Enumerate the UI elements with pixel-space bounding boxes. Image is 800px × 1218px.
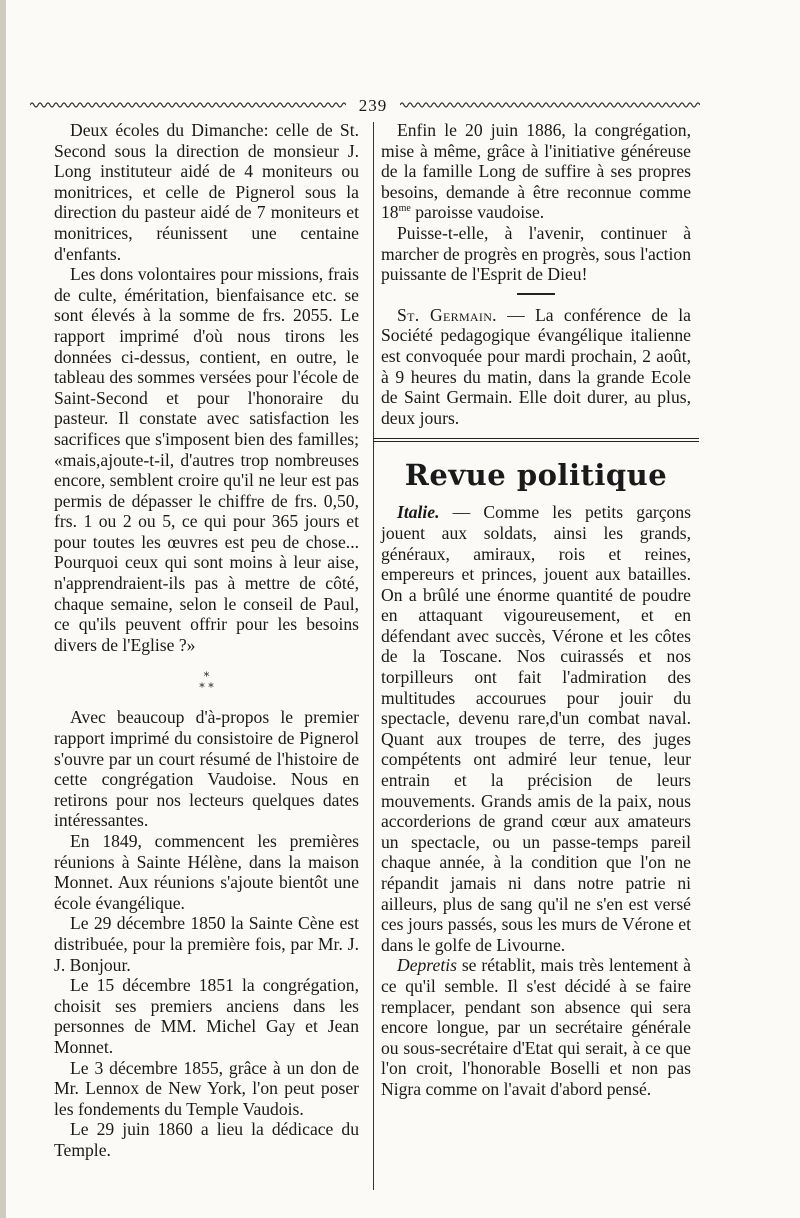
section-title-revue-politique: Revue politique <box>404 458 668 493</box>
header-rule-left <box>30 100 346 110</box>
paragraph-1860: Le 29 juin 1860 a lieu la dédicace du Temple. <box>54 1119 359 1160</box>
italie-lead: Italie. <box>397 502 440 523</box>
st-germain-body: — La conférence de la Société pedagogique évangélique italienne est convoquée pour mardi prochain, 2 août, à 9 heures du matin, dans la grande Ecole de Saint Germain. Elle doit durer, au plus, deux jours. <box>381 304 691 428</box>
right-column <box>381 120 691 1100</box>
header-rule-right <box>400 100 700 110</box>
column-divider <box>373 122 374 1190</box>
paragraph-consistory-report: Avec beaucoup d'à-propos le premier rapport imprimé du consistoire de Pignerol s'ouvre par un court résumé de l'histoire de cette congrégation Vaudoise. Nous en retirons pour nos lecteurs quelques dates intéressantes. <box>54 707 359 831</box>
page-number: 239 <box>358 96 388 115</box>
page-edge <box>0 0 6 1218</box>
asterism-separator <box>54 671 359 693</box>
paragraph-italie <box>381 502 691 955</box>
asterism-bottom: * * <box>199 681 214 695</box>
paragraph-1851: Le 15 décembre 1851 la congrégation, choisit ses premiers anciens dans les personnes de MM. Michel Gay et Jean Monnet. <box>54 975 359 1057</box>
paragraph-st-germain <box>381 305 691 429</box>
paragraph-blessing: Puisse-t-elle, à l'avenir, continuer à marcher de progrès en progrès, sous l'action puissante de l'Esprit de Dieu! <box>381 222 691 285</box>
paragraph-1886 <box>381 120 691 223</box>
ordinal-superscript: me <box>398 203 411 215</box>
paragraph-sunday-schools: Deux écoles du Dimanche: celle de St. Second sous la direction de monsieur J. Long instituteur aidé de 4 moniteurs ou monitrices, et celle de Pignerol sous la direction du pasteur aidé de 7 moniteurs et monitrices, réunissent une centaine d'enfants. <box>54 120 359 264</box>
paragraph-depretis <box>381 955 691 1099</box>
paragraph-1886-text: Enfin le 20 juin 1886, la congrégation, mise à même, grâce à l'initiative généreuse de la famille Long de suffire à ses propres besoins, demande à être reconnue comme 18 <box>381 120 691 223</box>
paragraph-1886-end: paroisse vaudoise. <box>410 202 545 223</box>
st-germain-lead: St. Germain. <box>397 304 497 325</box>
depretis-lead: Depretis <box>397 955 457 976</box>
short-separator-rule <box>517 293 555 295</box>
paragraph-1849: En 1849, commencent les premières réunions à Sainte Hélène, dans la maison Monnet. Aux réunions s'ajoute bientôt une école évangélique. <box>54 831 359 913</box>
left-column <box>54 120 359 1161</box>
paragraph-donations: Les dons volontaires pour missions, frais de culte, éméritation, bienfaisance etc. se sont élevés à la somme de frs. 2055. Le rapport imprimé d'où nous tirons les données ci-dessus, contient, en outre, le tableau des sommes versées pour l'école de Saint-Second et pour l'honoraire du pasteur. Il constate avec satisfaction les sacrifices que s'imposent bien des familles; «mais,ajoute-t-il, d'autres trop nombreuses encore, semblent croire qu'il ne leur est pas permis de dépasser le chiffre de frs. 0,50, frs. 1 ou 2 ou 5, ce qui pour 365 jours et pour toutes les œuvres est peu de chose... Pourquoi ceux qui sont moins à leur aise, n'apprendraient-ils pas à mettre de côté, chaque semaine, selon le conseil de Paul, ce qu'ils peuvent offrir pour les besoins divers de l'Eglise ?» <box>54 264 359 655</box>
italie-body: — Comme les petits garçons jouent aux soldats, ainsi les grands, généraux, amiraux, rois et reines, empereurs et princes, jouent aux batailles. On a brûlé une énorme quantité de poudre en attaquant vigoureusement, et en défendant avec succès, Vérone et les côtes de la Toscane. Nos cuirassés et nos torpilleurs ont fait l'admiration des multitudes accourues pour jouir du spectacle, devenu rare,d'un combat naval. Quant aux troupes de terre, des juges compétents ont admiré leur tenue, leur entrain et la précision de leurs mouvements. Grands amis de la paix, nous accorderions de grand cœur aux amateurs un spectacle, ou un passe-temps pareil chaque année, à la condition que l'on ne répandit jamais ni dans notre patrie ni ailleurs, plus de sang qu'il ne s'en est versé ces jours passés, sous les murs de Vérone et dans le golfe de Livourne. <box>381 502 691 955</box>
paragraph-1855: Le 3 décembre 1855, grâce à un don de Mr. Lennox de New York, l'on peut poser les fondements du Temple Vaudois. <box>54 1057 359 1119</box>
paragraph-1850: Le 29 décembre 1850 la Sainte Cène est distribuée, pour la première fois, par Mr. J. J. Bonjour. <box>54 913 359 975</box>
asterism-top: * <box>203 670 210 684</box>
section-double-rule <box>373 438 699 444</box>
depretis-body: se rétablit, mais très lentement à ce qu'il semble. Il s'est décidé à se faire remplacer, pendant son absence qui sera encore longue, par un secrétaire générale ou sous-secrétaire d'Etat qui serait, à ce que l'on croit, l'honorable Boselli et non pas Nigra comme on l'avait d'abord pensé. <box>381 955 691 1099</box>
